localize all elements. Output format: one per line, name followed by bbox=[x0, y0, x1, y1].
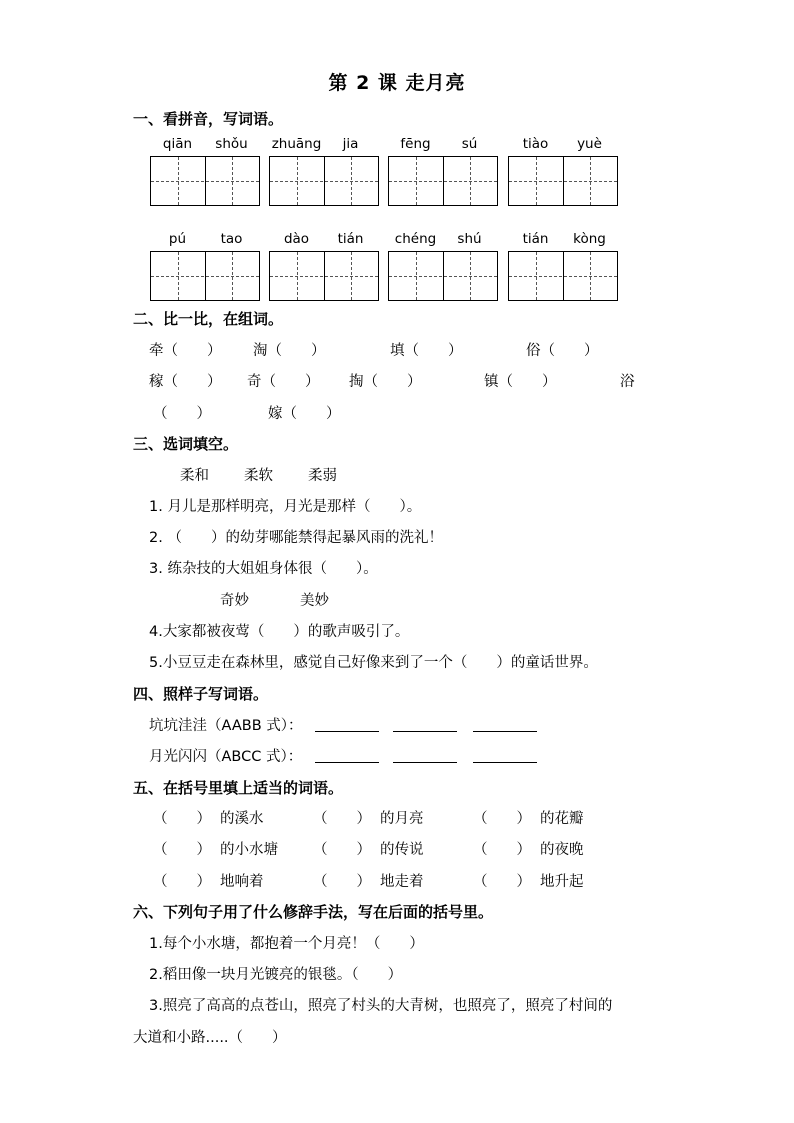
word-item: （ ） bbox=[153, 406, 211, 422]
pinyin: pú bbox=[168, 231, 187, 247]
section-3-heading: 三、选词填空。 bbox=[133, 435, 239, 453]
phrase: 地响着 bbox=[220, 874, 264, 890]
paren-blank: （ ） bbox=[153, 842, 211, 858]
word-item: 填（ ） bbox=[390, 343, 463, 359]
question: 2. （ ）的幼芽哪能禁得起暴风雨的洗礼！ bbox=[149, 530, 443, 546]
paren-blank: （ ） bbox=[153, 874, 211, 890]
paren-blank: （ ） bbox=[313, 811, 371, 827]
writing-grid[interactable] bbox=[508, 156, 618, 206]
word-choice: 柔弱 bbox=[308, 468, 337, 484]
question: 1.每个小水塘，都抱着一个月亮！（ ） bbox=[149, 936, 424, 952]
pinyin: tiào bbox=[522, 136, 549, 152]
pinyin: fēng bbox=[400, 136, 431, 152]
pinyin: dào bbox=[283, 231, 310, 247]
pinyin: kòng bbox=[573, 231, 606, 247]
paren-blank: （ ） bbox=[473, 874, 531, 890]
pattern-label: 坑坑洼洼（AABB 式）： bbox=[149, 718, 303, 734]
phrase: 的溪水 bbox=[220, 811, 264, 827]
section-5-heading: 五、在括号里填上适当的词语。 bbox=[133, 779, 344, 797]
writing-grid[interactable] bbox=[150, 156, 260, 206]
word-choice: 美妙 bbox=[300, 593, 329, 609]
pinyin: jia bbox=[342, 136, 359, 152]
word-choice: 柔和 bbox=[180, 468, 209, 484]
question: 2.稻田像一块月光镀亮的银毯。（ ） bbox=[149, 967, 403, 983]
answer-blank[interactable] bbox=[473, 761, 537, 763]
word-item: 牵（ ） bbox=[149, 343, 222, 359]
question: 大道和小路.....（ ） bbox=[133, 1030, 287, 1046]
page-title: 第 2 课 走月亮 bbox=[328, 72, 466, 94]
section-2-heading: 二、比一比，在组词。 bbox=[133, 310, 284, 328]
pinyin: qiān bbox=[162, 136, 193, 152]
pinyin: tián bbox=[522, 231, 549, 247]
writing-grid[interactable] bbox=[388, 251, 498, 301]
paren-blank: （ ） bbox=[153, 811, 211, 827]
question: 4.大家都被夜莺（ ）的歌声吸引了。 bbox=[149, 624, 410, 640]
pinyin: zhuāng bbox=[271, 136, 322, 152]
writing-grid[interactable] bbox=[150, 251, 260, 301]
question: 3. 练杂技的大姐姐身体很（ ）。 bbox=[149, 561, 378, 577]
pinyin: shú bbox=[457, 231, 482, 247]
paren-blank: （ ） bbox=[473, 842, 531, 858]
phrase: 的月亮 bbox=[380, 811, 424, 827]
word-item: 浴 bbox=[620, 374, 635, 390]
answer-blank[interactable] bbox=[393, 730, 457, 732]
question: 5.小豆豆走在森林里，感觉自己好像来到了一个（ ）的童话世界。 bbox=[149, 655, 598, 671]
word-item: 淘（ ） bbox=[253, 343, 326, 359]
pinyin: shǒu bbox=[215, 136, 248, 152]
pinyin: chéng bbox=[394, 231, 437, 247]
section-1-heading: 一、看拼音，写词语。 bbox=[133, 110, 284, 128]
phrase: 的夜晚 bbox=[540, 842, 584, 858]
phrase: 的传说 bbox=[380, 842, 424, 858]
phrase: 地走着 bbox=[380, 874, 424, 890]
question: 1. 月儿是那样明亮，月光是那样（ ）。 bbox=[149, 499, 422, 515]
writing-grid[interactable] bbox=[508, 251, 618, 301]
paren-blank: （ ） bbox=[313, 842, 371, 858]
pinyin: tao bbox=[220, 231, 243, 247]
pinyin: yuè bbox=[577, 136, 602, 152]
writing-grid[interactable] bbox=[269, 251, 379, 301]
answer-blank[interactable] bbox=[393, 761, 457, 763]
writing-grid[interactable] bbox=[269, 156, 379, 206]
phrase: 的花瓣 bbox=[540, 811, 584, 827]
phrase: 地升起 bbox=[540, 874, 584, 890]
section-6-heading: 六、下列句子用了什么修辞手法，写在后面的括号里。 bbox=[133, 903, 494, 921]
phrase: 的小水塘 bbox=[220, 842, 278, 858]
pinyin: sú bbox=[461, 136, 478, 152]
section-4-heading: 四、照样子写词语。 bbox=[133, 685, 269, 703]
pattern-label: 月光闪闪（ABCC 式）： bbox=[149, 749, 303, 765]
word-item: 镇（ ） bbox=[484, 374, 557, 390]
answer-blank[interactable] bbox=[315, 761, 379, 763]
word-item: 奇（ ） bbox=[247, 374, 320, 390]
answer-blank[interactable] bbox=[473, 730, 537, 732]
writing-grid[interactable] bbox=[388, 156, 498, 206]
word-item: 俗（ ） bbox=[526, 343, 599, 359]
word-item: 嫁（ ） bbox=[268, 406, 341, 422]
word-item: 掏（ ） bbox=[349, 374, 422, 390]
pinyin: tián bbox=[337, 231, 364, 247]
word-choice: 奇妙 bbox=[220, 593, 249, 609]
paren-blank: （ ） bbox=[313, 874, 371, 890]
word-item: 稼（ ） bbox=[149, 374, 222, 390]
paren-blank: （ ） bbox=[473, 811, 531, 827]
answer-blank[interactable] bbox=[315, 730, 379, 732]
word-choice: 柔软 bbox=[244, 468, 273, 484]
question: 3.照亮了高高的点苍山，照亮了村头的大青树，也照亮了，照亮了村间的 bbox=[149, 998, 613, 1014]
